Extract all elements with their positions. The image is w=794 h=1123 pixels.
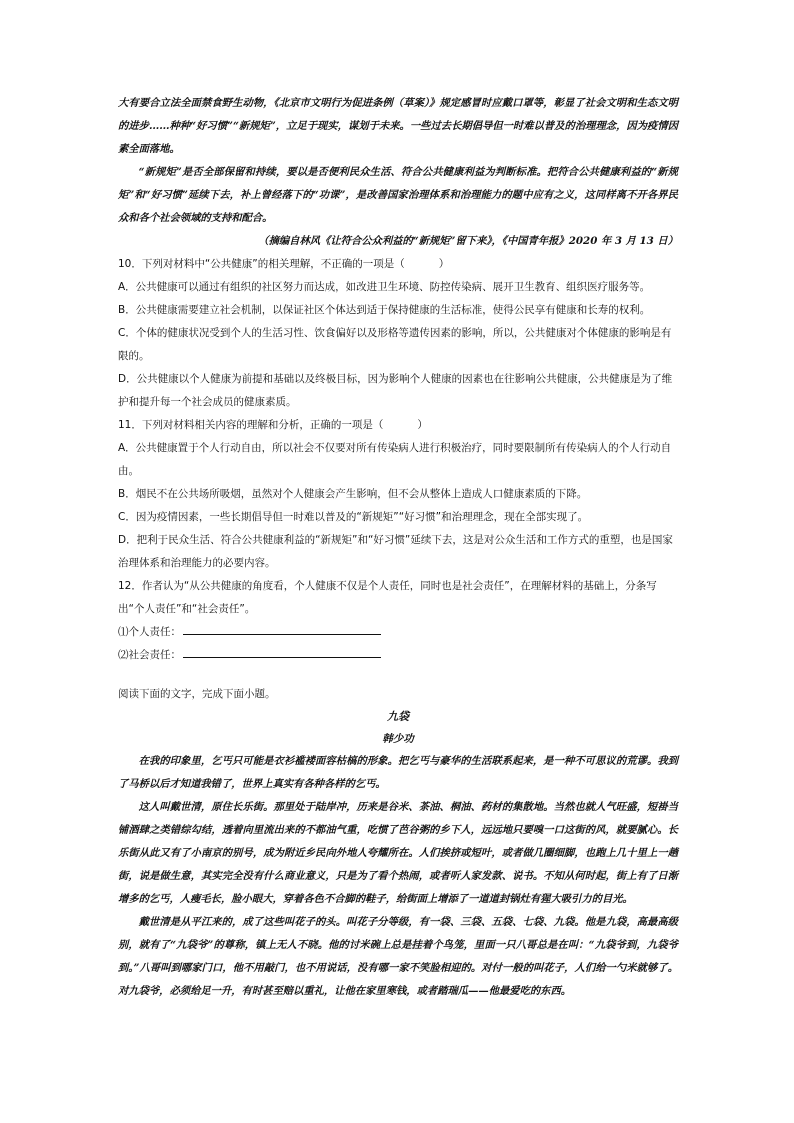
answer-fill-line[interactable] bbox=[183, 624, 381, 635]
story-paragraph: 戴世清是从平江来的，成了这些叫花子的头。叫花子分等级，有一袋、三袋、五袋、七袋、九袋。他是九袋，高最高级别，就有了“九袋爷”的尊称，镇上无人不晓。他的讨米碗上总是挂着个鸟笼，里面一只八哥总是在叫：“九袋爷到，九袋爷到。”八哥叫到哪家门口，他不用敲门，也不用说话，没有哪一家不笑脸相迎的。对付一般的叫花子，人们给一勺米就够了。对九袋爷，必须给足一升，有时甚至赔以重礼，让他在家里寒钱，或者踏瑞瓜——他最爱吃的东西。 bbox=[118, 916, 678, 997]
reading-intro: 阅读下面的文字，完成下面小题。 bbox=[118, 688, 276, 700]
story-title: 九袋 bbox=[387, 710, 409, 723]
question-10-stem-text: 10．下列对材料中“公共健康”的相关理解，不正确的一项是（ bbox=[118, 258, 405, 270]
story-paragraph: 在我的印象里，乞丐只可能是衣衫褴褛面容枯槁的形象。把乞丐与豪华的生活联系起来，是一种不可思议的荒谬。我到了马桥以后才知道我错了，世界上真实有各种各样的乞丐。 bbox=[118, 755, 678, 790]
answer-line-social bbox=[118, 644, 678, 667]
question-11-stem bbox=[118, 414, 678, 437]
question-10-option-d: D．公共健康以个人健康为前提和基础以及终极目标，因为影响个人健康的因素也在往影响公共健康，公共健康是为了维护和提升每一个社会成员的健康素质。 bbox=[118, 373, 673, 408]
question-10-option-b: B．公共健康需要建立社会机制，以保证社区个体达到适于保持健康的生活标准，使得公民享有健康和长寿的权利。 bbox=[118, 304, 651, 316]
answer-line-personal bbox=[118, 621, 678, 644]
story-paragraph: 这人叫戴世清，原住长乐街。那里处于陆岸冲，历来是谷米、茶油、桐油、药材的集散地。当然也就人气旺盛，短褂当铺酒肆之类错综勾结，透着向里流出来的不都油气重，吃惯了芭谷粥的乡下人，远远地只要嗅一口这街的风，就要腻心。长乐街从此又有了小南京的别号，成为附近乡民向外地人夸耀所在。人们挨挤或短叶，或者做几圈细脚，也跑上几十里上一趟街，说是做生意，其实完全没有什么商业意义，只是为了看个热闹，或者听人家发款、说书。不知从何时起，街上有了日渐增多的乞丐，人瘦毛长，脸小眼大，穿着各色不合脚的鞋子，给街面上增添了一道道封锅灶有猩大吸引力的目光。 bbox=[118, 801, 678, 905]
story-author: 韩少功 bbox=[382, 733, 414, 745]
question-10-option-c: C．个体的健康状况受到个人的生活习性、饮食偏好以及形格等遗传因素的影响，所以，公共健康对个体健康的影响是有限的。 bbox=[118, 327, 672, 362]
answer-fill-line[interactable] bbox=[183, 647, 381, 658]
question-11-option-c: C．因为疫情因素，一些长期倡导但一时难以普及的“新规矩”“好习惯”和治理理念，现在全部实现了。 bbox=[118, 511, 589, 523]
section-gap bbox=[118, 667, 678, 683]
question-11-stem-text: 11．下列对材料相关内容的理解和分析，正确的一项是（ bbox=[118, 419, 384, 431]
article-source: （摘编自林风《让符合公众利益的“新规矩”留下来》，《中国青年报》2020 年 3 月 13 日） bbox=[258, 235, 678, 247]
question-10-stem-close: ） bbox=[438, 258, 450, 270]
question-10-option-a: A．公共健康可以通过有组织的社区努力而达成，如改进卫生环境、防控传染病、展开卫生教育、组织医疗服务等。 bbox=[118, 281, 651, 293]
question-12-stem: 12．作者认为“从公共健康的角度看，个人健康不仅是个人责任，同时也是社会责任”，在理解材料的基础上，分条写出“个人责任”和“社会责任”。 bbox=[118, 580, 657, 615]
article-paragraph: 大有要合立法全面禁食野生动物，《北京市文明行为促进条例（草案）》规定感冒时应戴口罩等，彰显了社会文明和生态文明的进步……种种“好习惯”“新规矩”，立足于现实，谋划于未来。一些过去长期倡导但一时难以普及的治理理念，因为疫情因素全面落地。 bbox=[118, 97, 678, 155]
page-content bbox=[118, 92, 678, 1003]
question-10-stem bbox=[118, 253, 678, 276]
question-11-option-a: A．公共健康置于个人行动自由，所以社会不仅要对所有传染病人进行积极治疗，同时要限制所有传染病人的个人行动自由。 bbox=[118, 442, 672, 477]
answer-label-personal: ⑴个人责任： bbox=[118, 626, 181, 638]
question-11-option-d: D．把利于民众生活、符合公共健康利益的“新规矩”和“好习惯”延续下去，这是对公众生活和工作方式的重塑，也是国家治理体系和治理能力的必要内容。 bbox=[118, 534, 673, 569]
question-11-option-b: B．烟民不在公共场所吸烟，虽然对个人健康会产生影响，但不会从整体上造成人口健康素质的下降。 bbox=[118, 488, 588, 500]
answer-label-social: ⑵社会责任： bbox=[118, 649, 181, 661]
article-paragraph: “新规矩”是否全部保留和持续，要以是否便利民众生活、符合公共健康利益为判断标准。把符合公共健康利益的“新规矩”和“好习惯”延续下去，补上曾经落下的“功课”，是改善国家治理体系和治理能力的题中应有之义，这同样离不开各界民众和各个社会领域的支持和配合。 bbox=[118, 166, 678, 224]
question-11-stem-close: ） bbox=[417, 419, 428, 431]
